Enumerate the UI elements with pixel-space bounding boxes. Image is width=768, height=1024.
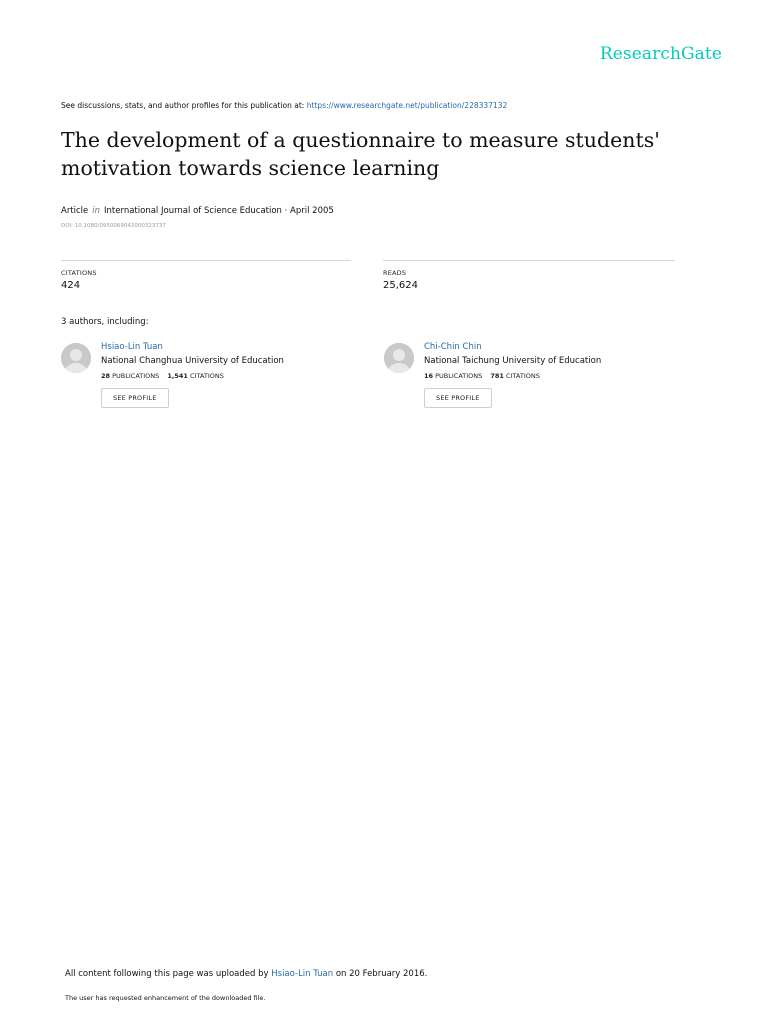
author-card <box>61 342 361 422</box>
upload-prefix: All content following this page was uploaded by <box>65 969 269 979</box>
person-silhouette-icon[interactable] <box>61 343 91 373</box>
author-institution: National Taichung University of Education <box>424 356 602 366</box>
doi: DOI: 10.1080/0950069042000323737 <box>61 223 166 229</box>
discussion-text: See discussions, stats, and author profiles for this publication at: <box>61 101 305 110</box>
uploader-link[interactable]: Hsiao-Lin Tuan <box>271 969 334 979</box>
reads-label: READS <box>383 269 407 277</box>
citations-value: 424 <box>61 280 81 291</box>
publication-meta <box>61 206 334 216</box>
see-profile-button[interactable]: SEE PROFILE <box>101 388 169 408</box>
upload-suffix: on 20 February 2016. <box>335 969 428 979</box>
reads-value: 25,624 <box>383 280 418 291</box>
publication-title: The development of a questionnaire to measure students' motivation towards science learning <box>61 128 660 180</box>
author-card <box>384 342 684 422</box>
researchgate-logo[interactable]: ResearchGate <box>599 44 722 64</box>
enhancement-request-note: The user has requested enhancement of the downloaded file. <box>65 994 266 1002</box>
publications-count: 28 <box>101 372 111 380</box>
citations-label: CITATIONS <box>61 269 97 277</box>
journal-and-date: International Journal of Science Education · April 2005 <box>104 206 334 216</box>
author-stats <box>101 372 284 380</box>
authors-heading: 3 authors, including: <box>61 317 149 327</box>
author-name-link[interactable]: Hsiao-Lin Tuan <box>101 342 163 352</box>
author-stats <box>424 372 601 380</box>
reads-stat <box>383 260 675 291</box>
author-citations-label: CITATIONS <box>190 372 224 380</box>
see-profile-button[interactable]: SEE PROFILE <box>424 388 492 408</box>
meta-in-word: in <box>92 206 101 216</box>
publications-count: 16 <box>424 372 434 380</box>
author-citations-count: 781 <box>490 372 504 380</box>
author-name-link[interactable]: Chi-Chin Chin <box>424 342 482 352</box>
publication-link[interactable]: https://www.researchgate.net/publication/228337132 <box>306 101 508 110</box>
publications-label: PUBLICATIONS <box>112 372 160 380</box>
person-silhouette-icon[interactable] <box>384 343 414 373</box>
author-citations-label: CITATIONS <box>506 372 540 380</box>
publications-label: PUBLICATIONS <box>435 372 483 380</box>
upload-notice <box>65 969 427 979</box>
publication-type: Article <box>61 206 89 216</box>
author-info <box>101 342 284 408</box>
author-info <box>424 342 601 408</box>
citations-stat <box>61 260 351 291</box>
author-institution: National Changhua University of Education <box>101 356 284 366</box>
author-citations-count: 1,541 <box>167 372 188 380</box>
discussion-line <box>61 101 507 110</box>
